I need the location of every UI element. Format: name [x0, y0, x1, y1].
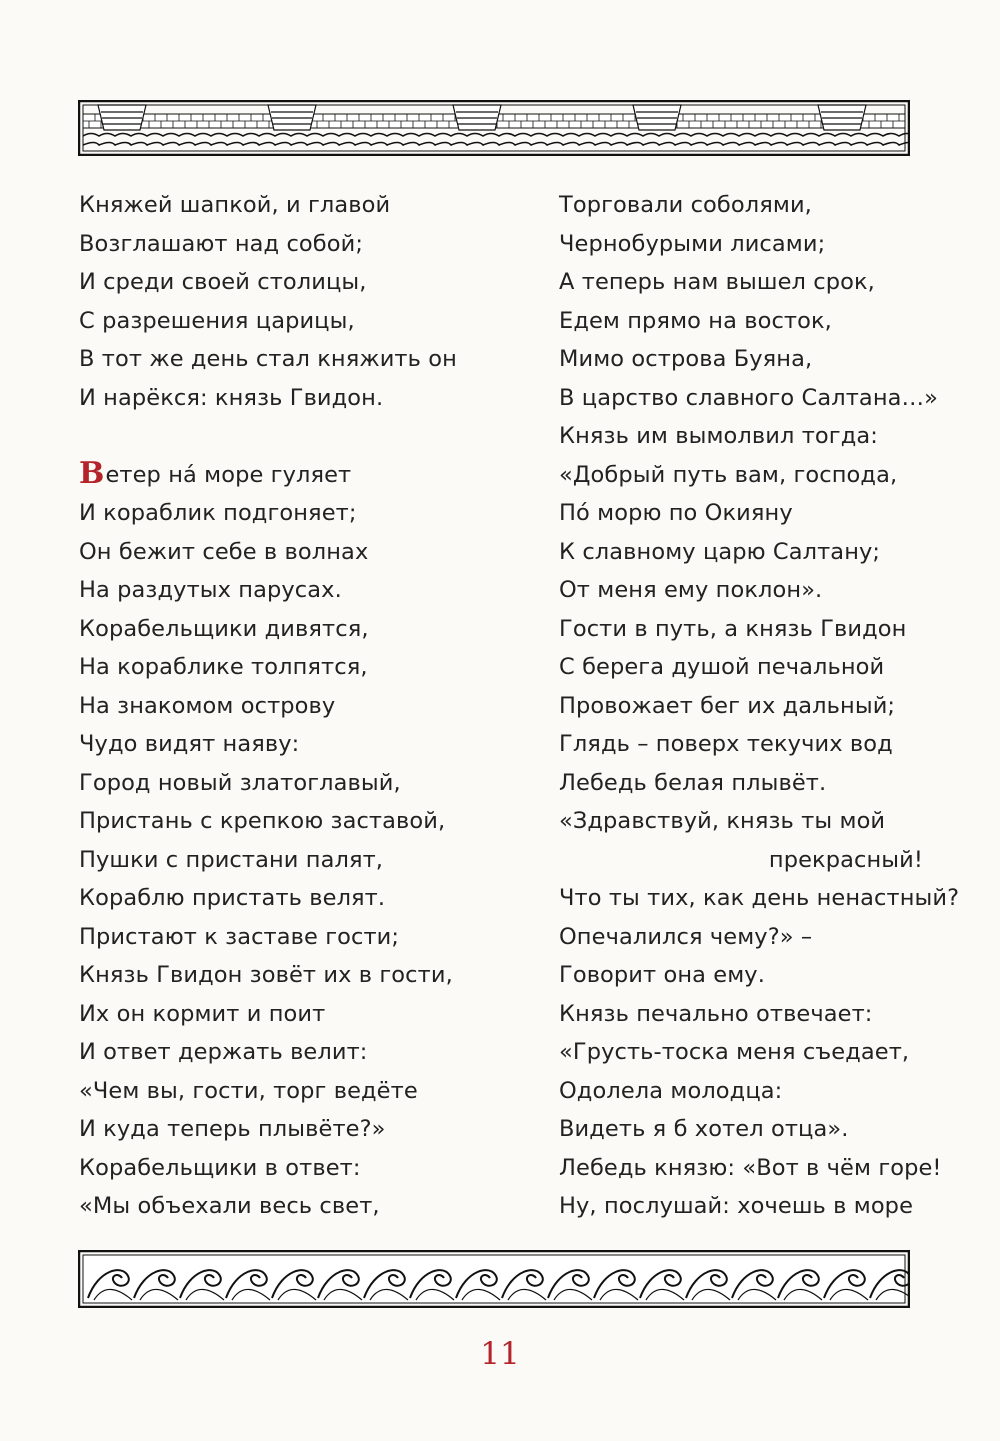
poem-line: Едем прямо на восток,: [559, 307, 832, 334]
poem-line: От меня ему поклон».: [559, 577, 823, 603]
right-column: [559, 186, 960, 1226]
poem-line: Лебедь князю: «Вот в чём горе!: [559, 1154, 942, 1181]
poem-line: Возглашают над собой;: [79, 230, 364, 257]
poem-line-text: етер на́ море гуляет: [105, 461, 352, 488]
bottom-ornamental-border: [78, 1250, 910, 1308]
poem-line: Чудо видят наяву:: [79, 731, 300, 757]
page-number: 11: [480, 1336, 520, 1372]
poem-line: На раздутых парусах.: [79, 577, 342, 603]
poem-line: Мимо острова Буяна,: [559, 346, 813, 372]
poem-line: И ответ держать велит:: [79, 1039, 368, 1065]
poem-line: Княжей шапкой, и главой: [79, 192, 391, 218]
poem-line: Опечалился чему?» –: [559, 923, 813, 950]
stanza-break: [79, 417, 519, 456]
poem-line: Князь Гвидон зовёт их в гости,: [79, 962, 453, 988]
poem-line: «Добрый путь вам, господа,: [559, 461, 898, 488]
poem-line: С берега душой печальной: [559, 654, 885, 680]
poem-line: По́ морю по Окияну: [559, 500, 793, 526]
poem-line: Пристань с крепкою заставой,: [79, 808, 446, 834]
poem-line: «Здравствуй, князь ты мой: [559, 808, 886, 834]
poem-line: Торговали соболями,: [559, 192, 812, 218]
poem-line: В царство славного Салтана…»: [559, 384, 938, 411]
poem-line: Корабельщики дивятся,: [79, 615, 369, 642]
drop-cap: В: [79, 455, 105, 491]
poem-line: Город новый златоглавый,: [79, 769, 401, 796]
poem-line: На кораблике толпятся,: [79, 654, 368, 680]
poem-line: И нарёкся: князь Гвидон.: [79, 384, 384, 411]
poem-line: Пушки с пристани палят,: [79, 846, 384, 873]
poem-line: К славному царю Салтану;: [559, 538, 881, 565]
poem-line: Гости в путь, а князь Гвидон: [559, 615, 907, 642]
poem-line: В тот же день стал княжить он: [79, 346, 457, 372]
poem-line: Ну, послушай: хочешь в море: [559, 1193, 914, 1219]
poem-line: И среди своей столицы,: [79, 269, 367, 295]
poem-line: Что ты тих, как день ненастный?: [559, 885, 960, 911]
poem-line: Глядь – поверх текучих вод: [559, 731, 893, 757]
poem-line: «Чем вы, гости, торг ведёте: [79, 1077, 418, 1104]
poem-line: На знакомом острову: [79, 692, 336, 719]
poem-line: Князь им вымолвил тогда:: [559, 423, 878, 449]
poem-line: Лебедь белая плывёт.: [559, 769, 827, 796]
poem-line: Пристают к заставе гости;: [79, 923, 400, 950]
poem-line: С разрешения царицы,: [79, 307, 355, 334]
top-ornamental-border: [78, 100, 910, 156]
poem-line: Их он кормит и поит: [79, 1000, 326, 1027]
poem-line: «Грусть-тоска меня съедает,: [559, 1039, 910, 1065]
poem-line: Одолела молодца:: [559, 1077, 783, 1104]
poem-line: А теперь нам вышел срок,: [559, 269, 875, 295]
poem-line: Он бежит себе в волнах: [79, 538, 369, 565]
poem-line: «Мы объехали весь свет,: [79, 1193, 380, 1219]
poem-line: Провожает бег их дальный;: [559, 692, 896, 719]
poem-line: И кораблик подгоняет;: [79, 500, 357, 526]
poem-line: Видеть я б хотел отца».: [559, 1116, 849, 1142]
poem-line: Кораблю пристать велят.: [79, 885, 386, 911]
poem-line: Корабельщики в ответ:: [79, 1154, 361, 1181]
left-column: [79, 186, 519, 1226]
poem-line-continuation: прекрасный!: [768, 846, 923, 873]
poem-line: И куда теперь плывёте?»: [79, 1116, 386, 1142]
poem-line: Говорит она ему.: [559, 962, 765, 988]
poem-line: Чернобурыми лисами;: [559, 230, 826, 257]
poem-line: Князь печально отвечает:: [559, 1000, 873, 1027]
poem-line: [79, 456, 519, 495]
